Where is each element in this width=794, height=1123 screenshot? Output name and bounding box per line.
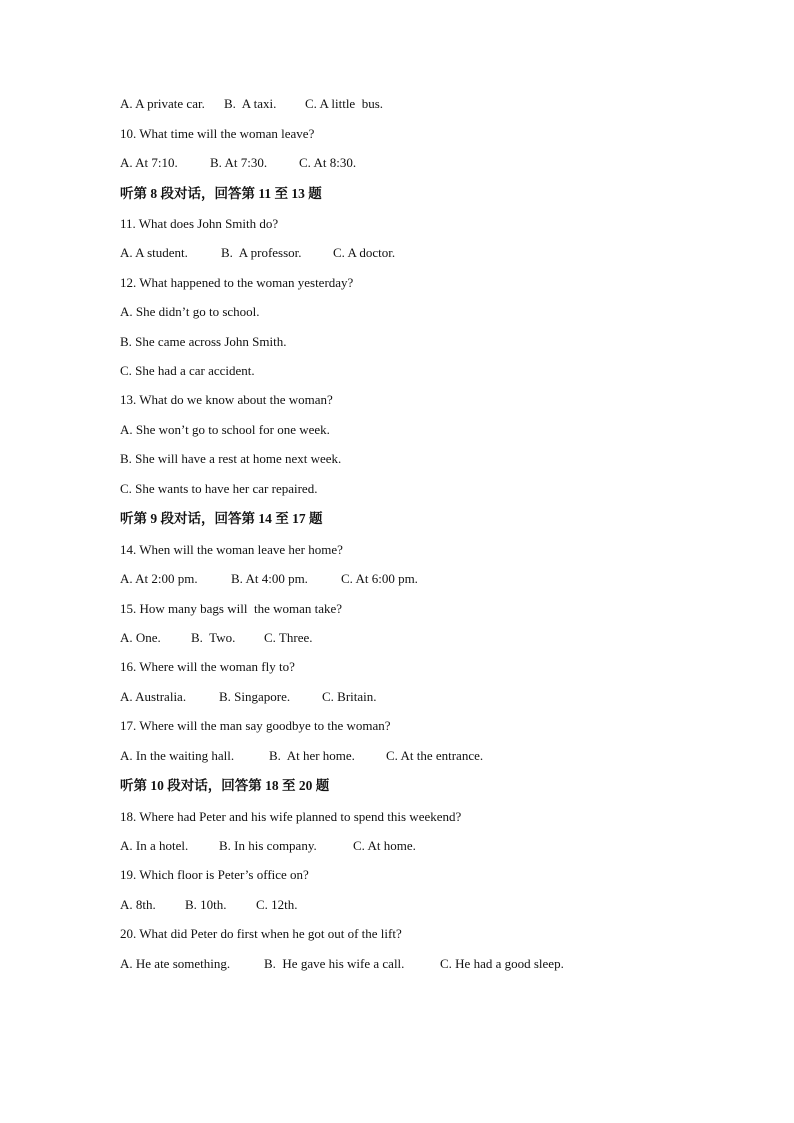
section-heading: 听第 8 段对话，回答第 11 至 13 题 xyxy=(120,186,322,201)
question-text: 16. Where will the woman fly to? xyxy=(120,659,295,674)
answer-option: A. She won’t go to school for one week. xyxy=(120,422,330,437)
answer-option: B. A professor. xyxy=(221,245,302,260)
answer-option: B. Two. xyxy=(191,630,236,645)
question-text: 15. How many bags will the woman take? xyxy=(120,601,343,616)
answer-option: A. A student. xyxy=(120,245,188,260)
question-text: 14. When will the woman leave her home? xyxy=(120,542,343,557)
answer-option: A. She didn’t go to school. xyxy=(120,304,260,319)
answer-option: C. Three. xyxy=(264,630,313,645)
answer-option: A. 8th. xyxy=(120,897,156,912)
question-text: 10. What time will the woman leave? xyxy=(120,126,315,141)
answer-option: C. At home. xyxy=(353,838,416,853)
answer-option: A. In the waiting hall. xyxy=(120,748,235,763)
answer-option: B. At 4:00 pm. xyxy=(231,571,308,586)
section-heading: 听第 10 段对话，回答第 18 至 20 题 xyxy=(120,778,330,793)
question-text: 20. What did Peter do first when he got out of the lift? xyxy=(120,926,402,941)
answer-option: C. She wants to have her car repaired. xyxy=(120,481,318,496)
answer-option: B. At her home. xyxy=(269,748,355,763)
answer-option: C. At 8:30. xyxy=(299,155,357,170)
question-text: 13. What do we know about the woman? xyxy=(120,392,333,407)
answer-option: B. Singapore. xyxy=(219,689,291,704)
answer-option: B. A taxi. xyxy=(224,96,277,111)
section-heading: 听第 9 段对话，回答第 14 至 17 题 xyxy=(120,511,323,526)
answer-option: A. At 2:00 pm. xyxy=(120,571,198,586)
question-text: 12. What happened to the woman yesterday? xyxy=(120,275,354,290)
answer-option: B. He gave his wife a call. xyxy=(264,956,405,971)
question-text: 18. Where had Peter and his wife planned to spend this weekend? xyxy=(120,809,462,824)
answer-option: C. A little bus. xyxy=(305,96,384,111)
answer-option: C. 12th. xyxy=(256,897,298,912)
answer-option: B. At 7:30. xyxy=(210,155,268,170)
answer-option: C. At the entrance. xyxy=(386,748,484,763)
question-text: 11. What does John Smith do? xyxy=(120,216,279,231)
answer-option: C. He had a good sleep. xyxy=(440,956,564,971)
answer-option: C. Britain. xyxy=(322,689,377,704)
answer-option: C. At 6:00 pm. xyxy=(341,571,418,586)
answer-option: C. She had a car accident. xyxy=(120,363,255,378)
question-text: 19. Which floor is Peter’s office on? xyxy=(120,867,309,882)
answer-option: A. At 7:10. xyxy=(120,155,178,170)
answer-option: B. In his company. xyxy=(219,838,317,853)
answer-option: B. She will have a rest at home next week. xyxy=(120,451,342,466)
answer-option: B. She came across John Smith. xyxy=(120,334,287,349)
answer-option: A. He ate something. xyxy=(120,956,231,971)
question-text: 17. Where will the man say goodbye to the woman? xyxy=(120,718,391,733)
answer-option: B. 10th. xyxy=(185,897,227,912)
answer-option: A. A private car. xyxy=(120,96,205,111)
answer-option: A. One. xyxy=(120,630,161,645)
answer-option: C. A doctor. xyxy=(333,245,396,260)
answer-option: A. Australia. xyxy=(120,689,187,704)
answer-option: A. In a hotel. xyxy=(120,838,189,853)
